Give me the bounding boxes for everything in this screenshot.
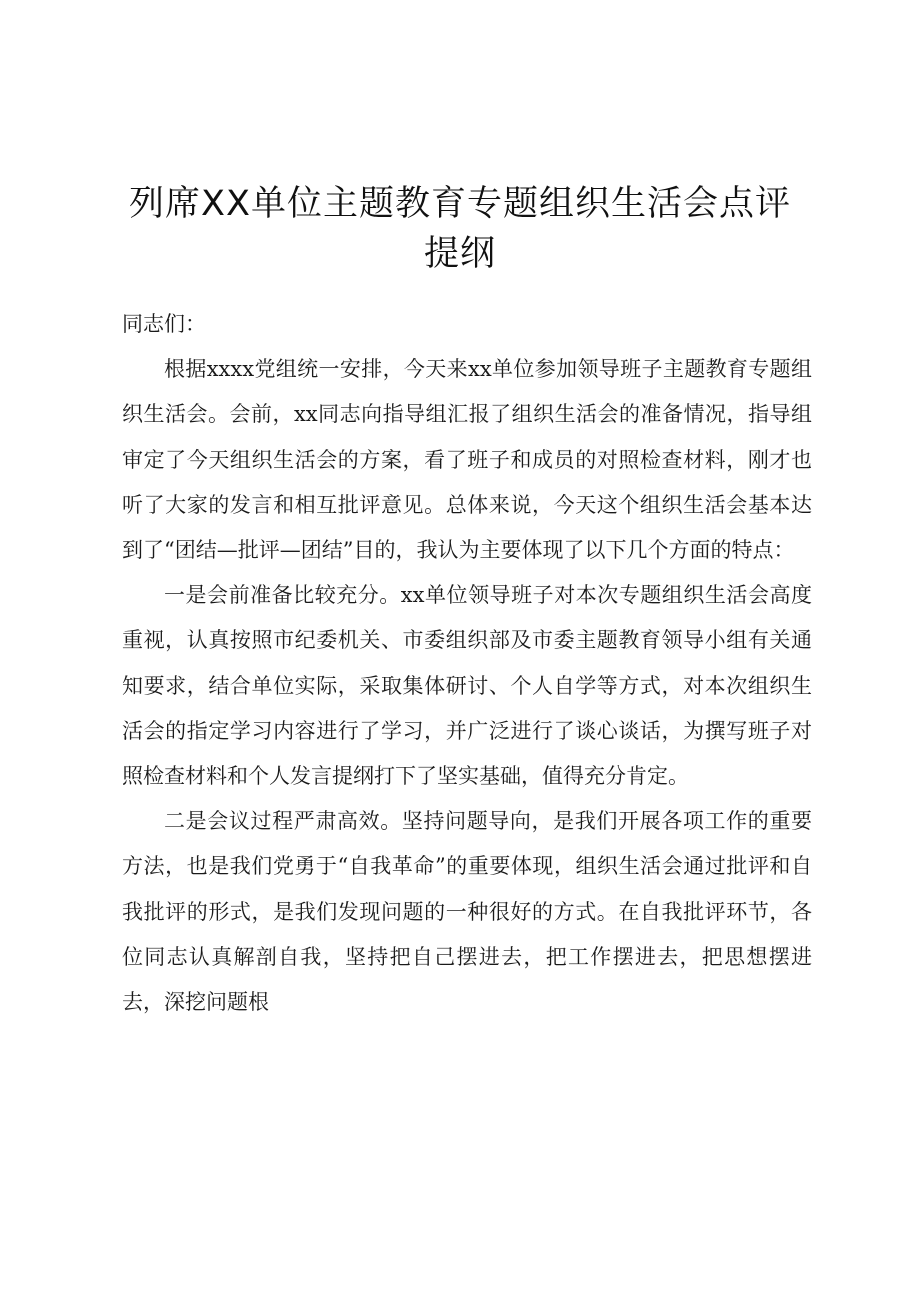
title-line-2: 提纲 [423,234,496,275]
paragraph-point-two: 二是会议过程严肃高效。坚持问题导向，是我们开展各项工作的重要方法，也是我们党勇于“自我革命”的重要体现，组织生活会通过批评和自我批评的形式，是我们发现问题的一种很好的方式。在自我批评环节，各位同志认真解剖自我，坚持把自己摆进去，把工作摆进去，把思想摆进去，深挖问题根 [122,809,812,1015]
paragraph-point-one: 一是会前准备比较充分。xx单位领导班子对本次专题组织生活会高度重视，认真按照市纪委机关、市委组织部及市委主题教育领导小组有关通知要求，结合单位实际，采取集体研讨、个人自学等方式，对本次组织生活会的指定学习内容进行了学习，并广泛进行了谈心谈话，为撰写班子对照检查材料和个人发言提纲打下了坚实基础，值得充分肯定。 [122,583,812,789]
document-body [122,302,812,1025]
title-line-1: 列席XX单位主题教育专题组织生活会点评 [129,184,791,225]
document-title [110,179,810,279]
paragraph-intro: 根据xxxx党组统一安排，今天来xx单位参加领导班子主题教育专题组织生活会。会前，xx同志向指导组汇报了组织生活会的准备情况，指导组审定了今天组织生活会的方案，看了班子和成员的对照检查材料，刚才也听了大家的发言和相互批评意见。总体来说，今天这个组织生活会基本达到了“团结—批评—团结”目的，我认为主要体现了以下几个方面的特点： [122,357,812,563]
greeting: 同志们： [122,312,206,336]
